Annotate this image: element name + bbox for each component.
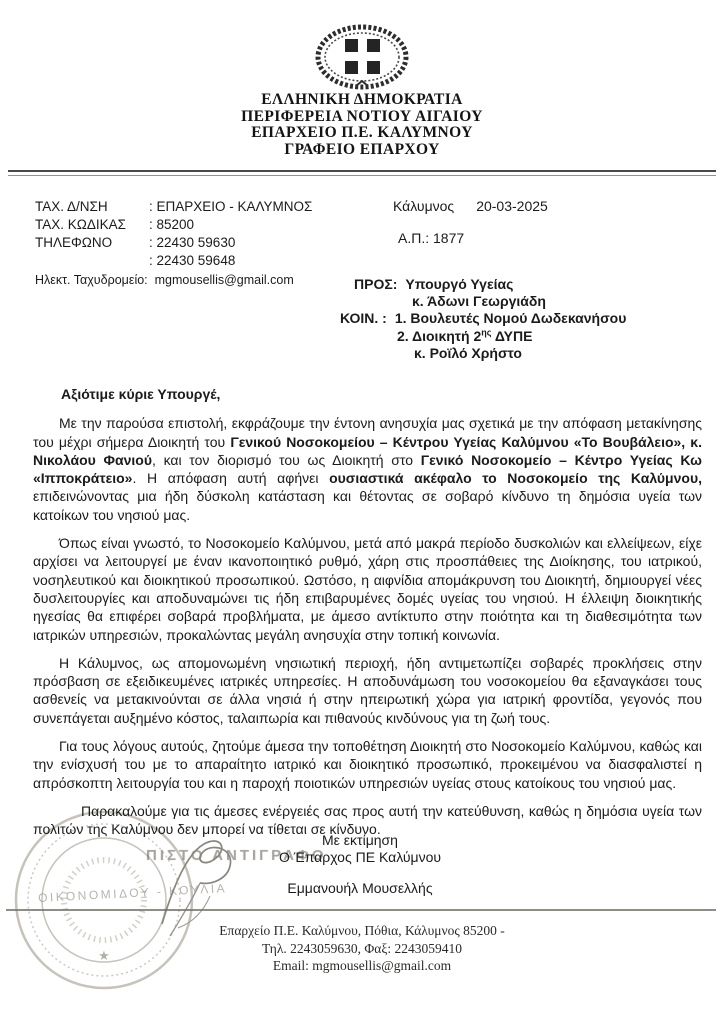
p1-seg-3: , και τον διορισμό του ως Διοικητή στο [151, 451, 421, 468]
letter-body [33, 385, 702, 849]
paragraph-4: Για τους λόγους αυτούς, ζητούμε άμεσα την τοποθέτηση Διοικητή στο Νοσοκομείο Καλύμνου, καθώς και την ενίσχυσή του με το απαραίτητο ιατρικό και διοικητικό προσωπικό, προκειμένου να διασφαλιστεί η απρόσκοπτη λειτουργία του και η παροχή ποιοτικών υπηρεσιών υγείας στους κατοίκους του νησιού μας. [33, 738, 702, 791]
cc-label: ΚΟΙΝ. : [340, 310, 387, 327]
signature-block [230, 832, 490, 897]
footer-line-3: Email: mgmousellis@gmail.com [272, 958, 452, 973]
bottom-rule [6, 909, 716, 911]
to-label: ΠΡΟΣ: [354, 276, 398, 292]
footer-line-1: Επαρχείο Π.Ε. Καλύμνου, Πόθια, Κάλυμνος 85200 - [219, 923, 505, 938]
footer-line-2: Τηλ. 2243059630, Φαξ: 2243059410 [262, 940, 462, 956]
postcode-value: : 85200 [149, 217, 195, 232]
paragraph-3: Η Κάλυμνος, ως απομονωμένη νησιωτική περιοχή, ήδη αντιμετωπίζει σοβαρές προκλήσεις στην πρόσβαση σε εξειδικευμένες ιατρικές υπηρεσίες. Η αποδυνάμωση του νοσοκομείου θα εξαναγκάσει τους ασθενείς να μετακινούνται σε άλλα νησιά ή στην ηπειρωτική χώρα για ιατρική φροντίδα, γεγονός που συνεπάγεται αυξημένο κόστος, ταλαιπωρία και πιθανούς κινδύνους για τη ζωή τους. [33, 654, 702, 726]
page-footer [0, 922, 724, 975]
p1-seg-7: επιδεινώνοντας μια ήδη δύσκολη κατάσταση και θέτοντας σε σοβαρό κίνδυνο τη δημόσια υγεία των κατοίκων του νησιού μας. [33, 488, 702, 523]
stamp-name-text: ΟΙΚΟΝΟΜΙΔΟΥ - ΚΟΥΛΙΑ [37, 881, 228, 905]
phone-value-2: : 22430 59648 [149, 253, 236, 268]
date-line [393, 198, 548, 214]
contact-row-phone-2 [35, 252, 355, 270]
phone-value-1: : 22430 59630 [149, 235, 236, 250]
postcode-label: ΤΑΧ. ΚΩΔΙΚΑΣ [35, 217, 126, 232]
top-rule [8, 170, 716, 176]
phone-label: ΤΗΛΕΦΩΝΟ [35, 235, 113, 250]
date: 20-03-2025 [476, 198, 548, 214]
address-value: : ΕΠΑΡΧΕΙΟ - ΚΑΛΥΜΝΟΣ [149, 199, 313, 214]
right-meta [393, 198, 548, 246]
protocol-number: Α.Π.: 1877 [398, 230, 465, 246]
email-value: mgmousellis@gmail.com [154, 273, 294, 287]
p1-seg-1: Με την παρούσα επιστολή, εκφράζουμε την έντονη ανησυχία μας σχετικά με την απόφαση μετακίνησης του μέχρι σήμερα Διοικητή του [33, 415, 702, 450]
recipient-cc-line [340, 310, 626, 327]
header-line-3: ΕΠΑΡΧΕΙΟ Π.Ε. ΚΑΛΥΜΝΟΥ [251, 124, 473, 141]
cc-item-3: κ. Ροϊλό Χρήστο [414, 344, 522, 361]
contact-row-address [35, 198, 355, 216]
signer-name: Εμμανουήλ Μουσελλής [287, 880, 433, 896]
p1-seg-5: . Η απόφαση αυτή αφήνει [132, 470, 330, 487]
cc-item-1: 1. Βουλευτές Νομού Δωδεκανήσου [394, 310, 627, 327]
header-line-1: ΕΛΛΗΝΙΚΗ ΔΗΜΟΚΡΑΤΙΑ [261, 91, 463, 108]
recipient-to-line [340, 276, 626, 293]
place: Κάλυμνος [393, 198, 455, 214]
email-label: Ηλεκτ. Ταχυδρομείο: [35, 273, 148, 287]
cc-item-2-text: 2. Διοικητή 2 [397, 327, 482, 344]
p1-seg-6: ουσιαστικά ακέφαλο το Νοσοκομείο της Καλύμνου, [329, 470, 702, 487]
signer-title: Ο Έπαρχος ΠΕ Καλύμνου [278, 849, 442, 865]
coat-of-arms-icon [314, 24, 410, 90]
recipients-block [340, 276, 626, 362]
address-label: ΤΑΧ. Δ/ΝΣΗ [35, 199, 108, 214]
header-line-4: ΓΡΑΦΕΙΟ ΕΠΑΡΧΟΥ [284, 140, 440, 158]
cc-item-2 [340, 328, 626, 345]
cc-item-2-ordinal: ης [481, 326, 492, 337]
stamp-star-icon: ★ [98, 948, 110, 963]
phone-label-blank [35, 252, 149, 270]
contact-row-phone-1 [35, 234, 355, 252]
recipient-to-person: κ. Άδωνι Γεωργιάδη [412, 293, 546, 310]
contact-block [35, 198, 355, 289]
copy-stamp-text: ΠΙΣΤΟ ΑΝΤΙΓΡΑΦΟ [146, 847, 327, 864]
to-value: Υπουργό Υγείας [405, 276, 514, 292]
letterhead [0, 24, 724, 158]
p1-seg-4: Γενικό Νοσοκομείο – Κέντρο Υγείας Κω «Ιπποκράτειο» [33, 451, 702, 487]
paragraph-1 [33, 414, 702, 524]
contact-row-email [35, 271, 355, 289]
closing: Με εκτίμηση [322, 832, 398, 848]
paragraph-5: Παρακαλούμε για τις άμεσες ενέργειές σας προς αυτή την κατεύθυνση, καθώς η δημόσια υγεία των πολιτών της Καλύμνου δεν μπορεί να τίθεται σε κίνδυνο. [33, 802, 702, 838]
cc-item-2-suffix: ΔΥΠΕ [491, 327, 533, 344]
header-line-2: ΠΕΡΙΦΕΡΕΙΑ ΝΟΤΙΟΥ ΑΙΓΑΙΟΥ [241, 107, 483, 125]
salutation: Αξιότιμε κύριε Υπουργέ, [61, 386, 221, 402]
contact-row-postcode [35, 216, 355, 234]
p1-seg-2: Γενικού Νοσοκομείου – Κέντρου Υγείας Καλύμνου «Το Βουβάλειο», κ. Νικολάου Φανιού [33, 433, 702, 468]
paragraph-2: Όπως είναι γνωστό, το Νοσοκομείο Καλύμνου, μετά από μακρά περίοδο δυσκολιών και ελλείψεων, είχε αρχίσει να λειτουργεί με έναν ικανοποιητικό ρυθμό, χάρη στις προσπάθειες της Διοίκησης, του ιατρικού, νοσηλευτικού και διοικητικού προσωπικού. Ωστόσο, η αιφνίδια απομάκρυνση του Διοικητή, δημιουργεί νέες δυσλειτουργίες και αποδυναμώνει τις ήδη επιβαρυμένες δομές υγείας του νησιού. Η έλλειψη διοικητικής ηγεσίας θα επιφέρει σοβαρά προβλήματα, με άμεσο αντίκτυπο στην ποιότητα και τη διαθεσιμότητα των ιατρικών υπηρεσιών, προκαλώντας μεγάλη ανησυχία στην τοπική κοινωνία. [33, 535, 702, 643]
